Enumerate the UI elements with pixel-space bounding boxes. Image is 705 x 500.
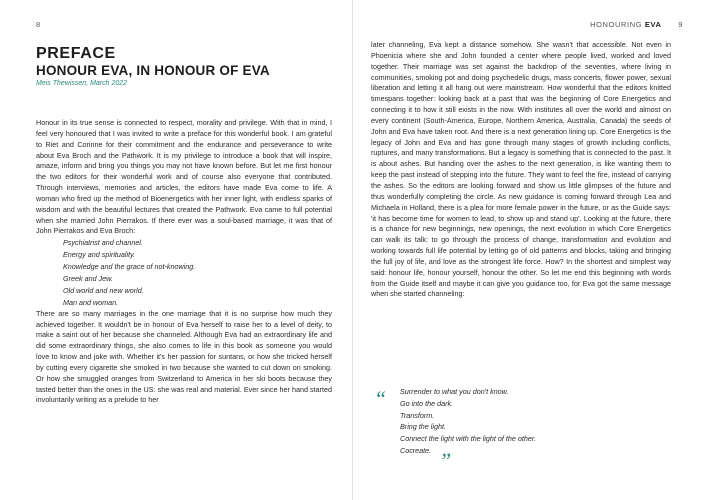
guide-quote bbox=[371, 386, 671, 473]
open-quote-icon: “ bbox=[374, 386, 387, 411]
quote-line: Surrender to what you don't know. bbox=[400, 387, 509, 396]
running-head-prefix: HONOURING bbox=[590, 20, 643, 29]
verse-line: Psychiatrist and channel. bbox=[63, 238, 143, 248]
verse-line: Man and woman. bbox=[63, 297, 119, 307]
preface-title: PREFACE bbox=[36, 45, 116, 62]
close-quote-icon: ” bbox=[439, 448, 452, 473]
running-head bbox=[590, 20, 683, 29]
left-body-text bbox=[36, 118, 332, 406]
verse-list bbox=[36, 237, 332, 308]
preface-subtitle: HONOUR EVA, IN HONOUR OF EVA bbox=[36, 62, 270, 78]
quote-line: Bring the light. bbox=[400, 422, 446, 432]
right-page-number: 9 bbox=[678, 20, 683, 29]
quote-line: Go into the dark. bbox=[400, 398, 454, 408]
verse-line: Greek and Jew. bbox=[63, 274, 113, 283]
right-body-text bbox=[371, 40, 671, 300]
quote-line: Transform. bbox=[400, 410, 435, 420]
right-page bbox=[353, 0, 705, 500]
running-head-name: EVA bbox=[644, 20, 662, 29]
paragraph: later channeling, Eva kept a distance somehow. She wasn't that accessible. Not even in Phoenicia where she and John founded a center where people lived, worked and loved together. Their marriage was set against the backdrop of the seventies, where living in communities, smoking pot and doing psychedelic drugs, mass concerts, flower power, sexual liberation and letting it all hang out were mainstream. How wonderful that the editors knitted timespans together: looking back at a past that was the beginning of Core Energetics and connecting it to how it still exists in the now. With institutes all over the world and almost on every continent (South-America, Europe, Northern America, Australia, Canada) the seeds of John and Eva have taken root. And there is a next generation lining up. Core Energetics is the legacy of John and Eva and has gone through many stages of growth including conflicts, ruptures, and many transformations. But a legacy is something that is connected to the past. It is about ashes. But handing over the ashes to the next generation, is like wanting them to keep the past instead of stepping into the future. They want to feel the fire, instead of carrying the ashes. So the editors are looking forward and show us little glimpses of the future and thus wonderfully completing the circle. As new guidance is coming forward through Lea and Michaela in Holland, there is a plea for more female power in the future, or as the Guide says: 'it has become time for women to lead, to show up and stand up'. Looking at the future, there is a chance for new beginnings, new openings, the next evolution in which Core Energetics can walk its talk: to go through the process of change, transformation and evolution and working towards full life potential by letting go of old patterns and blocks, taking and bringing the full joy of life, and love as the strongest life force. How? In the shortest and simplest way said: honour life, honour yourself, honour the other. So let me end this beginning with words from the Guide itself and maybe it can give you guidance too, for Eva got the same message when she started channeling: bbox=[371, 40, 671, 299]
quote-line: Connect the light with the light of the other. bbox=[400, 434, 536, 444]
paragraph: There are so many marriages in the one marriage that it is no surprise how much they achieved together. It wouldn't be in honour of Eva herself to raise her to a level of deity, to make a saint out of her because she channeled. Although Eva had an extraordinary life and did some extraordinary things, she also comes to life in this book as someone you would love to know and joke with. Whether it's her passion for suntans, or how she tricked herself by cutting every cigarette she smoked in two because she wanted to cut down on smoking. Or how she smuggled oranges from Switzerland to America in her ski boots because they tasted better than the ones in the US: she was real and material. Ever since her hand started involuntarily writing as a prelude to her bbox=[36, 308, 332, 405]
verse-line: Energy and spirituality. bbox=[63, 250, 136, 260]
byline: Meis Thewissen, March 2022 bbox=[36, 80, 128, 88]
left-page-number: 8 bbox=[36, 20, 41, 29]
verse-line: Knowledge and the grace of not-knowing. bbox=[63, 262, 196, 272]
verse-line: Old world and new world. bbox=[63, 285, 144, 295]
quote-line: Cocreate. bbox=[400, 445, 432, 455]
paragraph: Honour in its true sense is connected to respect, morality and privilege. With that in mind, I feel very honoured that I was invited to write a preface for this wonderful book. I am grateful to Riet and Corinne for their commitment and the endurance and perseverance to write about Eva Broch and the Pathwork. It is my privilege to introduce a book that will inspire, amaze, inform and bring you things you may not have known before. But let me first honour the two editors for their wonderful work and of course also everyone that contributed. Through interviews, memories and articles, the editors have made Eva come to life. A woman who fired up the method of Bioenergetics with her inner light, with endless sparks of wisdom and with the beautiful lectures that created the Pathwork. Eva came to full potential when she married John Pierrakos. If there ever was a soul-based marriage, it was that of John Pierrakos and Eva Broch: bbox=[36, 118, 332, 236]
title-block bbox=[36, 46, 332, 87]
